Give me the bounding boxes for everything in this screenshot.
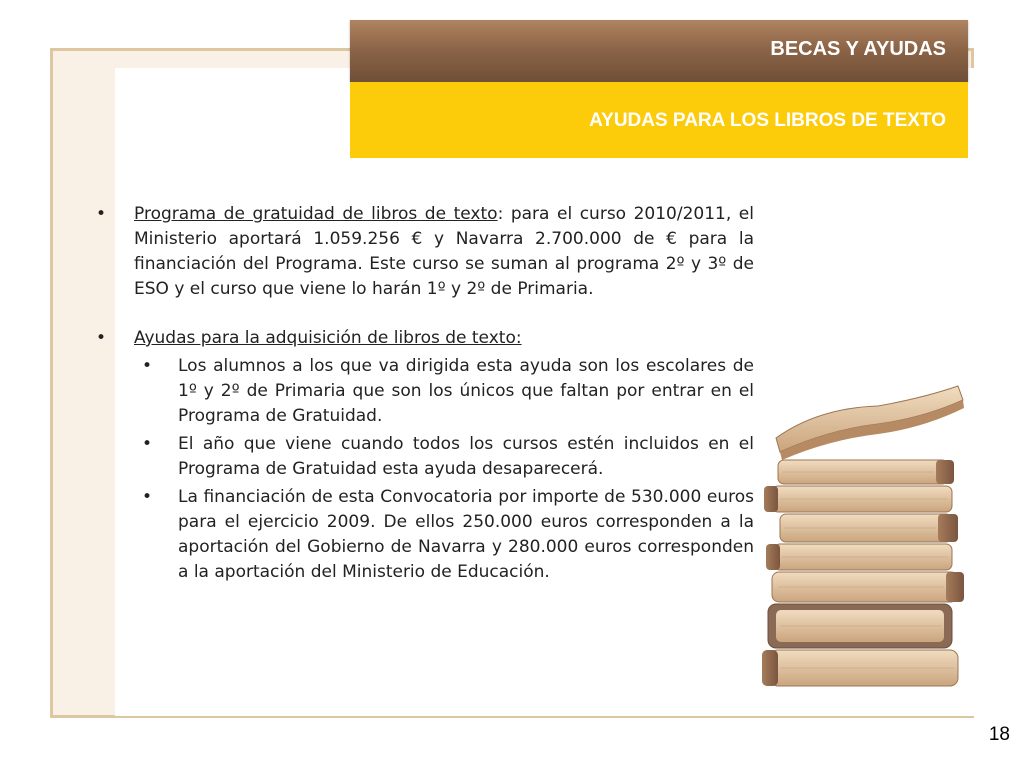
bullet-glyph: • <box>96 204 107 224</box>
content-body <box>96 202 754 585</box>
subtitle: AYUDAS PARA LOS LIBROS DE TEXTO <box>589 110 946 131</box>
subtitle-bar <box>350 82 968 158</box>
bullet-text: : para el curso 2010/2011, el Ministerio aportará 1.059.256 € y Navarra 2.700.000 de € para la financiación del Programa. Este curso se suman al programa 2º y 3º de ESO y el curso que viene lo harán 1º y 2º de Primaria. <box>134 204 754 299</box>
bullet-lead: Ayudas para la adquisición de libros de texto: <box>134 328 522 348</box>
sub-list <box>96 354 754 585</box>
sub-item-text: La financiación de esta Convocatoria por importe de 530.000 euros para el ejercicio 2009. De ellos 250.000 euros corresponden a la aportación del Gobierno de Navarra y 280.000 euros corresponden a la aportación del Ministerio de Educación. <box>178 487 754 582</box>
bullet-glyph: • <box>142 434 153 454</box>
sub-list-item <box>134 354 754 429</box>
bullet-glyph: • <box>142 487 153 507</box>
bullet-item <box>96 326 754 351</box>
stack-of-books-image <box>758 378 968 716</box>
page-number: 18 <box>988 724 1010 745</box>
sub-list-item <box>134 485 754 585</box>
sub-item-text: Los alumnos a los que va dirigida esta ayuda son los escolares de 1º y 2º de Primaria que son los únicos que faltan por entrar en el Programa de Gratuidad. <box>178 356 754 426</box>
sub-list-item <box>134 432 754 482</box>
bullet-lead: Programa de gratuidad de libros de texto <box>134 204 498 224</box>
sub-item-text: El año que viene cuando todos los cursos estén incluidos en el Programa de Gratuidad esta ayuda desaparecerá. <box>178 434 754 479</box>
bullet-item <box>96 202 754 302</box>
header-title: BECAS Y AYUDAS <box>770 38 946 60</box>
bullet-glyph: • <box>96 328 107 348</box>
bullet-glyph: • <box>142 356 153 376</box>
header-bar <box>350 20 968 82</box>
